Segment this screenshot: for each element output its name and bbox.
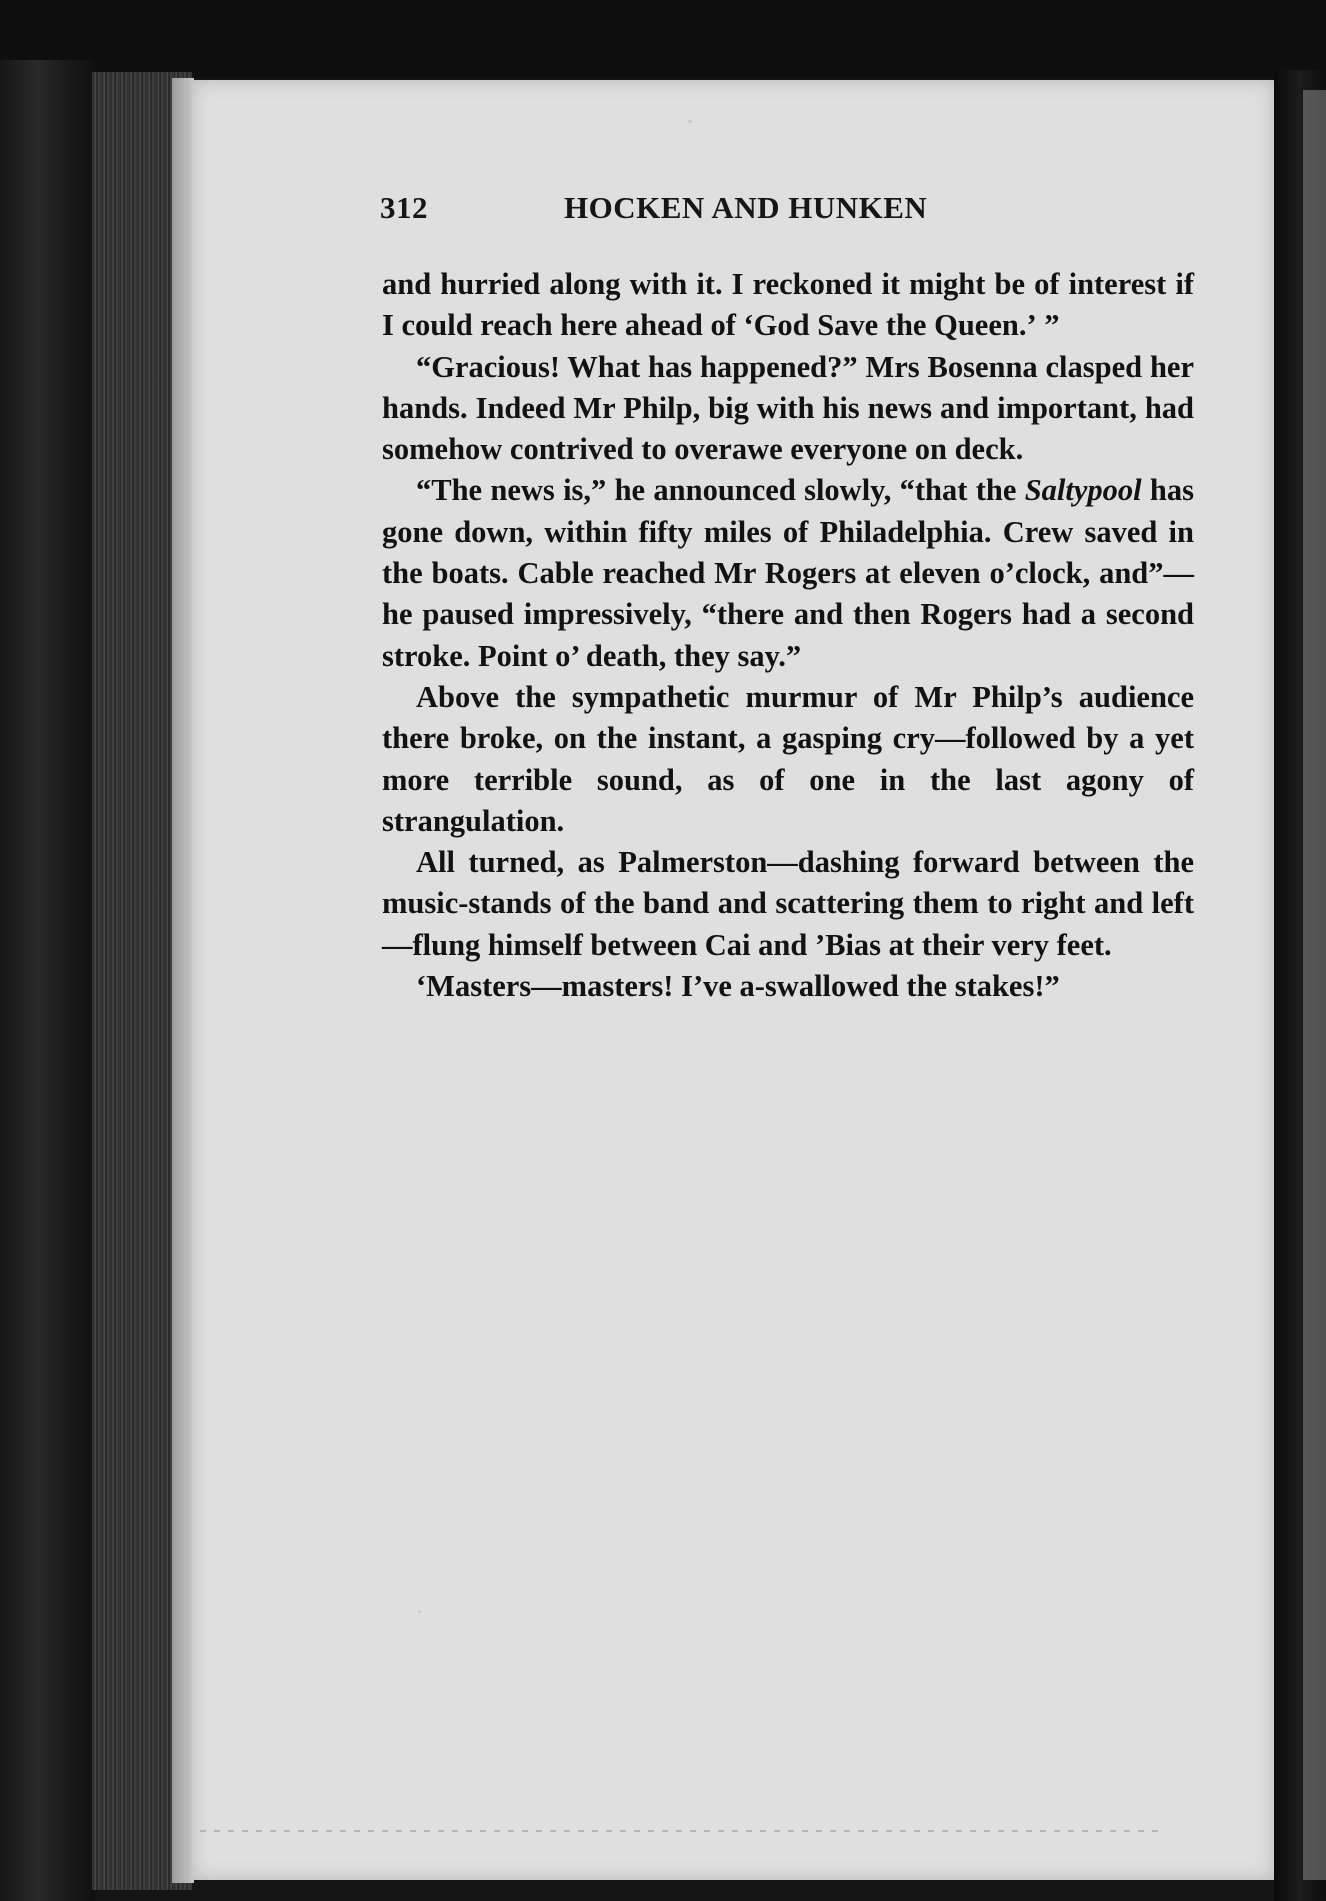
page-bottom-edge: [200, 1830, 1160, 1832]
scan-top-shadow: [0, 0, 1326, 78]
paragraph-text: and hurried along with it. I reckoned it might be of interest if I could reach here ahead of ‘God Save the Queen.’ ”: [382, 267, 1194, 343]
body-text: [382, 264, 1194, 1007]
paragraph: [382, 842, 1194, 966]
paragraph-text: All turned, as Palmerston—dashing forward between the music-stands of the band and scattering them to right and left—flung himself between Cai and ’Bias at their very feet.: [382, 845, 1194, 962]
paragraph-text: ‘Masters—masters! I’ve a-swallowed the stakes!”: [416, 969, 1060, 1004]
paragraph: [382, 677, 1194, 842]
paper-speck: [688, 120, 692, 123]
ship-name: Saltypool: [1024, 473, 1142, 508]
paragraph: [382, 966, 1194, 1007]
paper-speck: [418, 1610, 421, 1613]
paragraph-text: “The news is,” he announced slowly, “that the: [416, 473, 1025, 508]
page-edge-highlight: [172, 78, 194, 1883]
book-title: HOCKEN AND HUNKEN: [564, 190, 928, 225]
page-number: 312: [380, 190, 428, 225]
next-page-sliver: [1303, 90, 1326, 1880]
paragraph-text: has gone down, within fifty miles of Philadelphia. Crew saved in the boats. Cable reached Mr Rogers at eleven o’clock, and”—he paused impressively, “there and then Rogers had a second stroke. Point o’ death, they say.”: [382, 473, 1194, 673]
paragraph: [382, 264, 1194, 347]
paragraph: [382, 347, 1194, 471]
paragraph-text: “Gracious! What has happened?” Mrs Bosenna clasped her hands. Indeed Mr Philp, big with his news and important, had somehow contrived to overawe everyone on deck.: [382, 349, 1194, 467]
book-spine-shadow: [0, 60, 95, 1901]
paragraph: [382, 470, 1194, 676]
running-head: [380, 190, 1010, 234]
paragraph-text: Above the sympathetic murmur of Mr Philp’s audience there broke, on the instant, a gasping cry—followed by a yet more terrible sound, as of one in the last agony of strangulation.: [382, 679, 1194, 838]
